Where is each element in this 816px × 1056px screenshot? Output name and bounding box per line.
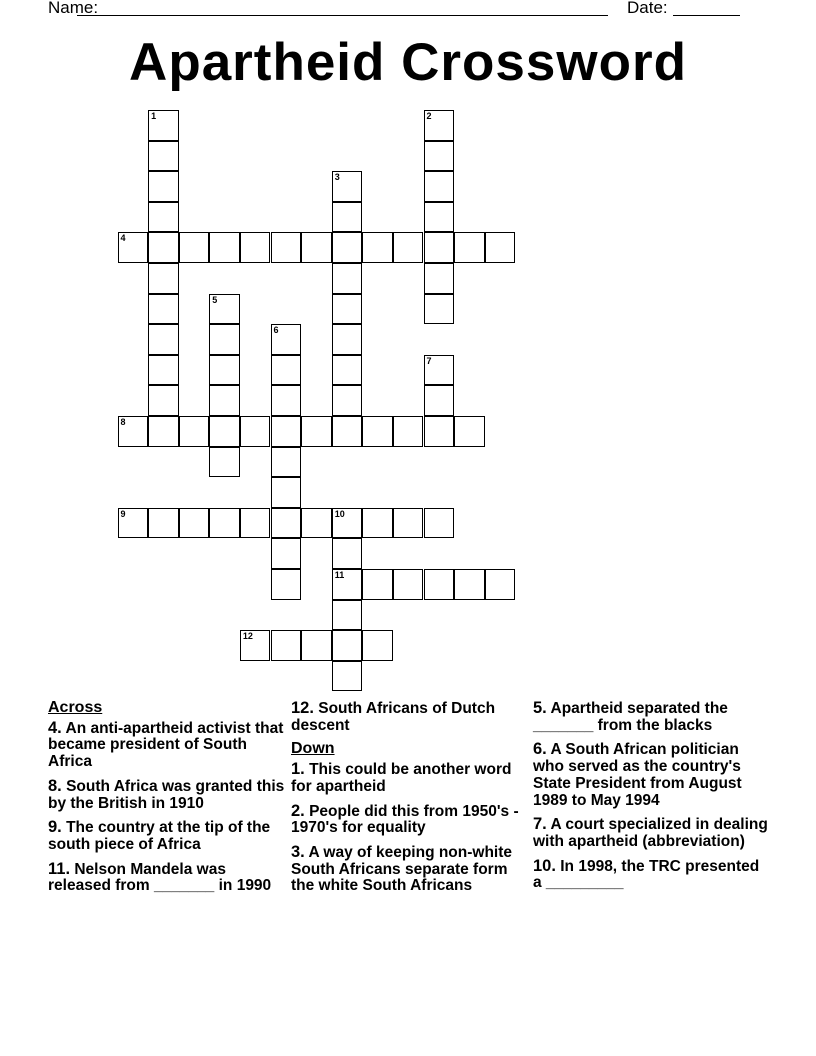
grid-cell[interactable] <box>148 508 179 539</box>
grid-cell[interactable] <box>209 294 240 325</box>
grid-cell[interactable] <box>362 569 393 600</box>
grid-cell[interactable] <box>424 202 455 233</box>
grid-cell[interactable] <box>240 630 271 661</box>
cell-number: 8 <box>120 417 126 427</box>
grid-cell[interactable] <box>209 385 240 416</box>
clue-number: 8. <box>48 776 62 795</box>
clue-down-7 <box>533 816 771 850</box>
across-heading: Across <box>48 699 103 716</box>
grid-cell[interactable] <box>332 630 363 661</box>
grid-cell[interactable] <box>118 416 149 447</box>
clue-down-3 <box>291 844 529 895</box>
grid-cell[interactable] <box>271 477 302 508</box>
grid-cell[interactable] <box>332 600 363 631</box>
cell-number: 2 <box>426 111 432 121</box>
clue-text: An anti-apartheid activist that became president of South Africa <box>48 719 284 771</box>
clue-text: A court specialized in dealing with apartheid (abbreviation) <box>533 816 768 850</box>
clues-column-1 <box>48 700 286 902</box>
clue-number: 11. <box>48 859 71 878</box>
grid-cell[interactable] <box>271 232 302 263</box>
grid-cell[interactable] <box>424 141 455 172</box>
grid-cell[interactable] <box>332 661 363 692</box>
grid-cell[interactable] <box>424 355 455 386</box>
cell-number: 3 <box>334 172 340 183</box>
clue-text: Nelson Mandela was released from _______ in 1990 <box>48 860 272 895</box>
grid-cell[interactable] <box>271 355 302 386</box>
cell-number: 9 <box>120 508 126 519</box>
grid-cell[interactable] <box>148 110 179 141</box>
grid-cell[interactable] <box>454 232 485 263</box>
clue-down-5 <box>533 700 771 734</box>
grid-cell[interactable] <box>148 171 179 202</box>
grid-cell[interactable] <box>332 385 363 416</box>
grid-cell[interactable] <box>424 232 455 263</box>
grid-cell[interactable] <box>209 508 240 539</box>
grid-cell[interactable] <box>424 569 455 600</box>
clue-across-11 <box>48 861 286 895</box>
grid-cell[interactable] <box>393 508 424 539</box>
grid-cell[interactable] <box>424 263 455 294</box>
grid-cell[interactable] <box>393 232 424 263</box>
clue-number: 6. <box>533 740 547 759</box>
grid-cell[interactable] <box>240 416 271 447</box>
grid-cell[interactable] <box>332 202 363 233</box>
grid-cell[interactable] <box>148 355 179 386</box>
clue-text: South Africans of Dutch descent <box>291 700 496 734</box>
grid-cell[interactable] <box>271 569 302 600</box>
grid-cell[interactable] <box>424 171 455 202</box>
grid-cell[interactable] <box>424 385 455 416</box>
grid-cell[interactable] <box>118 232 149 263</box>
clue-across-12 <box>291 700 529 734</box>
grid-cell[interactable] <box>332 263 363 294</box>
grid-cell[interactable] <box>393 569 424 600</box>
grid-cell[interactable] <box>209 324 240 355</box>
grid-cell[interactable] <box>393 416 424 447</box>
grid-cell[interactable] <box>332 538 363 569</box>
clue-text: In 1998, the TRC presented a _________ <box>533 857 760 892</box>
grid-cell[interactable] <box>209 447 240 478</box>
grid-cell[interactable] <box>271 324 302 355</box>
grid-cell[interactable] <box>209 416 240 447</box>
grid-cell[interactable] <box>301 630 332 661</box>
grid-cell[interactable] <box>240 508 271 539</box>
grid-cell[interactable] <box>424 294 455 325</box>
clue-text: People did this from 1950's - 1970's for equality <box>291 802 519 837</box>
grid-cell[interactable] <box>209 355 240 386</box>
clue-text: The country at the tip of the south piece of Africa <box>48 819 271 853</box>
cell-number: 10 <box>334 508 345 519</box>
grid-cell[interactable] <box>301 508 332 539</box>
grid-cell[interactable] <box>362 232 393 263</box>
grid-cell[interactable] <box>362 508 393 539</box>
clue-number: 5. <box>533 699 547 717</box>
grid-cell[interactable] <box>148 202 179 233</box>
clue-text: South Africa was granted this by the British in 1910 <box>48 777 285 812</box>
clue-down-2 <box>291 803 529 837</box>
grid-cell[interactable] <box>301 416 332 447</box>
grid-cell[interactable] <box>179 232 210 263</box>
grid-cell[interactable] <box>424 416 455 447</box>
grid-cell[interactable] <box>454 416 485 447</box>
grid-cell[interactable] <box>148 416 179 447</box>
grid-cell[interactable] <box>332 416 363 447</box>
cell-number: 7 <box>426 355 432 366</box>
name-label: Name: <box>48 0 99 17</box>
clue-down-10 <box>533 858 771 892</box>
clue-number: 2. <box>291 801 305 820</box>
grid-cell[interactable] <box>271 447 302 478</box>
grid-cell[interactable] <box>424 508 455 539</box>
grid-cell[interactable] <box>454 569 485 600</box>
grid-cell[interactable] <box>332 569 363 600</box>
grid-cell[interactable] <box>332 171 363 202</box>
clue-text: A South African politician who served as the country's State President from August 1989 to May 1994 <box>533 741 742 809</box>
clue-across-8 <box>48 778 286 812</box>
cell-number: 11 <box>334 570 345 580</box>
cell-number: 5 <box>212 294 218 305</box>
date-label: Date: <box>627 0 668 17</box>
grid-cell[interactable] <box>271 538 302 569</box>
grid-cell[interactable] <box>332 324 363 355</box>
grid-cell[interactable] <box>362 416 393 447</box>
grid-cell[interactable] <box>271 508 302 539</box>
grid-cell[interactable] <box>271 630 302 661</box>
grid-cell[interactable] <box>148 324 179 355</box>
clue-down-1 <box>291 761 529 795</box>
grid-cell[interactable] <box>148 232 179 263</box>
cell-number: 1 <box>151 111 157 121</box>
clue-text: Apartheid separated the _______ from the blacks <box>533 700 728 734</box>
grid-cell[interactable] <box>332 508 363 539</box>
grid-cell[interactable] <box>424 110 455 141</box>
grid-cell[interactable] <box>485 569 516 600</box>
clue-across-9 <box>48 819 286 853</box>
cell-number: 12 <box>242 631 253 642</box>
clue-number: 9. <box>48 818 62 837</box>
clue-number: 4. <box>48 718 62 737</box>
clue-number: 7. <box>533 815 547 834</box>
cell-number: 6 <box>273 325 279 336</box>
grid-cell[interactable] <box>271 385 302 416</box>
page-title: Apartheid Crossword <box>129 33 687 92</box>
clue-across-4 <box>48 720 286 771</box>
cell-number: 4 <box>120 233 126 244</box>
grid-cell[interactable] <box>148 294 179 325</box>
clues-column-2 <box>291 700 529 902</box>
clue-down-6 <box>533 741 771 809</box>
clue-number: 1. <box>291 760 305 779</box>
clue-number: 3. <box>291 842 305 861</box>
grid-cell[interactable] <box>118 508 149 539</box>
grid-cell[interactable] <box>148 385 179 416</box>
grid-cell[interactable] <box>485 232 516 263</box>
grid-cell[interactable] <box>148 263 179 294</box>
clues-column-3 <box>533 700 771 899</box>
down-heading: Down <box>291 740 335 758</box>
grid-cell[interactable] <box>209 232 240 263</box>
clue-text: A way of keeping non-white South Africans separate form the white South Africans <box>291 843 513 895</box>
grid-cell[interactable] <box>332 294 363 325</box>
grid-cell[interactable] <box>362 630 393 661</box>
clue-number: 10. <box>533 856 556 875</box>
grid-cell[interactable] <box>301 232 332 263</box>
clue-number: 12. <box>291 699 314 717</box>
clue-text: This could be another word for apartheid <box>291 761 512 795</box>
grid-cell[interactable] <box>271 416 302 447</box>
grid-cell[interactable] <box>332 355 363 386</box>
grid-cell[interactable] <box>332 232 363 263</box>
grid-cell[interactable] <box>179 416 210 447</box>
grid-cell[interactable] <box>148 141 179 172</box>
grid-cell[interactable] <box>240 232 271 263</box>
grid-cell[interactable] <box>179 508 210 539</box>
